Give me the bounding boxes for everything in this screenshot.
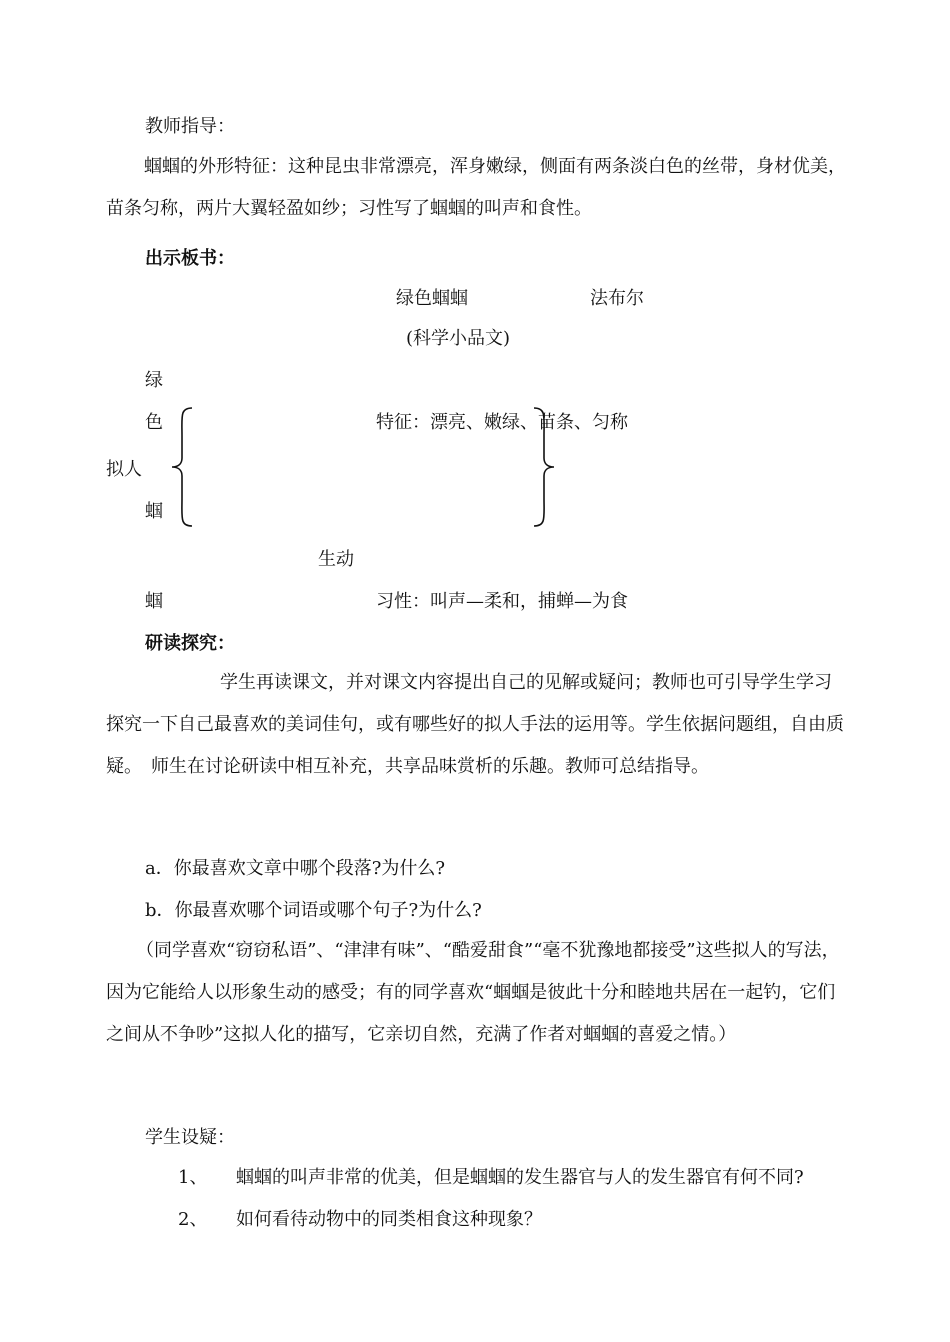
board-habit: 习性：叫声—柔和，捕蝉—为食 xyxy=(376,591,628,612)
board-feature: 特征：漂亮、嫩绿、苗条、匀称 xyxy=(376,412,628,433)
paragraph-answers-text: （同学喜欢“窃窃私语”、“津津有味”、“酷爱甜食”“毫不犹豫地都接受”这些拟人的写法，因为它能给人以形象生动的感受；有的同学喜欢“蝈蝈是彼此十分和睦地共居在一起钓，它们之间从不争吵”这拟人化的描写，它亲切自然，充满了作者对蝈蝈的喜爱之情。） xyxy=(106,940,840,1045)
paragraph-appearance-text: 蝈蝈的外形特征：这种昆虫非常漂亮，浑身嫩绿，侧面有两条淡白色的丝带，身材优美，苗条匀称，两片大翼轻盈如纱；习性写了蝈蝈的叫声和食性。 xyxy=(106,156,846,219)
heading-board: 出示板书： xyxy=(145,248,235,269)
paragraph-study xyxy=(106,662,846,788)
paragraph-appearance xyxy=(106,146,846,230)
heading-teacher-guidance: 教师指导： xyxy=(145,116,235,137)
question-b: b．你最喜欢哪个词语或哪个句子?为什么? xyxy=(145,900,482,921)
board-column-char-2: 色 xyxy=(145,412,163,433)
heading-student-questions: 学生设疑： xyxy=(145,1127,235,1148)
student-question-2-number: 2、 xyxy=(178,1209,208,1230)
board-shengdong: 生动 xyxy=(318,549,354,570)
paragraph-study-text: 学生再读课文，并对课文内容提出自己的见解或疑问；教师也可引导学生学习探究一下自己最喜欢的美词佳句，或有哪些好的拟人手法的运用等。学生依据问题组，自由质疑。 师生在讨论研读中相互补充，共享品味赏析的乐趣。教师可总结指导。 xyxy=(106,672,844,777)
board-column-char-4: 蝈 xyxy=(145,591,163,612)
student-question-2-text: 如何看待动物中的同类相食这种现象？ xyxy=(236,1209,542,1230)
right-brace xyxy=(532,406,556,528)
paragraph-answers xyxy=(106,930,846,1056)
board-column-char-1: 绿 xyxy=(145,370,163,391)
board-column-char-3: 蝈 xyxy=(145,501,163,522)
board-genre: (科学小品文) xyxy=(406,328,511,349)
heading-study: 研读探究： xyxy=(145,633,235,654)
student-question-1-number: 1、 xyxy=(178,1167,208,1188)
student-question-1-text: 蝈蝈的叫声非常的优美，但是蝈蝈的发生器官与人的发生器官有何不同? xyxy=(236,1167,804,1188)
board-title: 绿色蝈蝈 xyxy=(396,288,468,309)
board-nirin-label: 拟人 xyxy=(106,459,142,480)
question-a: a．你最喜欢文章中哪个段落?为什么? xyxy=(145,858,446,879)
left-brace xyxy=(170,406,196,528)
board-author: 法布尔 xyxy=(590,288,644,309)
